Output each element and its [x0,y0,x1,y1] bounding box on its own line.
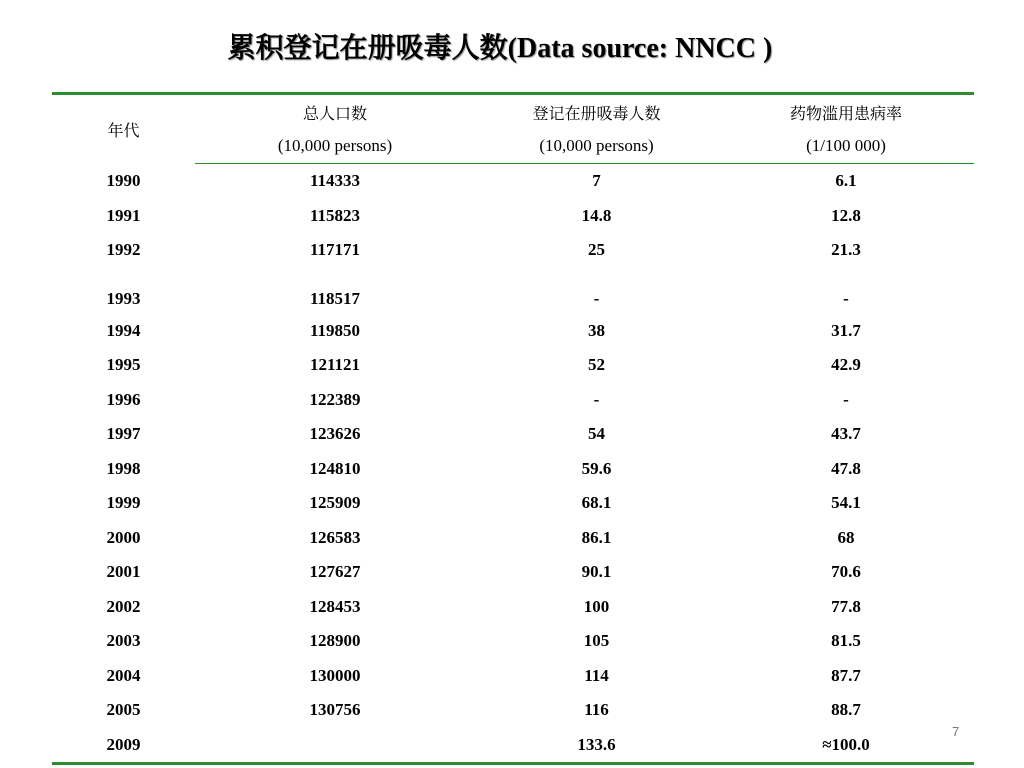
cell-population: 126583 [309,527,361,547]
cell-rate: 12.8 [831,205,861,225]
cell-registered: 116 [584,700,609,720]
cell-population: 127627 [309,562,361,582]
cell-year: 2002 [106,596,141,616]
cell-year: 1998 [106,458,141,478]
table-row [52,521,974,556]
header-registered-unit: (10,000 persons) [475,129,718,164]
cell-population: 114333 [309,171,361,191]
header-year: 年代 [52,94,195,164]
cell-population: 119850 [309,320,361,340]
cell-registered: 90.1 [581,562,612,582]
cell-population: 128453 [309,596,361,616]
table-row [52,233,974,268]
page-number: 7 [952,724,960,739]
cell-population [195,728,475,764]
cell-registered: 38 [588,320,605,340]
cell-year: 2000 [106,527,141,547]
table-row [52,199,974,234]
cell-rate: 68 [837,527,855,547]
table-row [52,417,974,452]
header-population: 总人口数 [195,94,475,130]
cell-registered: - [593,389,600,409]
cell-year: 2005 [106,700,141,720]
cell-rate: 42.9 [831,355,861,375]
cell-rate: 70.6 [831,562,861,582]
cell-rate: 31.7 [831,320,861,340]
cell-rate: 47.8 [831,458,861,478]
drug-user-table [52,92,974,765]
cell-rate: 77.8 [831,596,861,616]
cell-population: 117171 [309,240,361,260]
table-row [52,164,974,199]
cell-year: 2004 [106,665,141,685]
cell-registered: 25 [588,240,605,260]
table-row [52,624,974,659]
cell-registered: 68.1 [581,493,612,513]
table-row [52,348,974,383]
cell-year: 1991 [106,205,141,225]
cell-year: 1996 [106,389,141,409]
cell-year: 2003 [106,631,141,651]
cell-year: 1992 [106,240,141,260]
table-row [52,728,974,764]
cell-rate: 6.1 [835,171,857,191]
cell-year: 1993 [106,288,141,308]
table-row [52,452,974,487]
table-row [52,555,974,590]
cell-rate: - [843,389,849,409]
table-header [52,94,974,164]
cell-registered: 86.1 [581,527,612,547]
cell-rate: 81.5 [831,631,861,651]
cell-rate: - [843,288,849,308]
cell-rate: 43.7 [831,424,861,444]
cell-population: 130756 [309,700,361,720]
cell-registered: 14.8 [581,205,612,225]
cell-registered: 7 [592,171,601,191]
table-row [52,693,974,728]
cell-population: 128900 [309,631,361,651]
table-row [52,383,974,418]
cell-population: 124810 [309,458,361,478]
table-row [52,486,974,521]
header-rate: 药物滥用患病率 [718,94,974,130]
cell-population: 125909 [309,493,361,513]
cell-year: 2009 [52,728,195,764]
cell-registered: 100 [583,596,610,616]
cell-rate: ≈100.0 [718,728,974,764]
cell-year: 1997 [106,424,141,444]
cell-population: 118517 [309,288,361,308]
cell-year: 1994 [106,320,141,340]
header-rate-unit: (1/100 000) [718,129,974,164]
cell-rate: 87.7 [831,665,861,685]
data-table-container [52,92,974,765]
cell-registered: - [593,288,600,308]
header-registered: 登记在册吸毒人数 [475,94,718,130]
cell-registered: 133.6 [475,728,718,764]
cell-registered: 105 [583,631,610,651]
table-row [52,590,974,625]
table-body [52,164,974,764]
cell-rate: 54.1 [831,493,861,513]
cell-registered: 59.6 [581,458,612,478]
cell-registered: 52 [588,355,605,375]
cell-year: 1990 [106,171,141,190]
header-population-unit: (10,000 persons) [195,129,475,164]
table-row [52,314,974,349]
cell-population: 130000 [309,665,361,685]
cell-year: 1999 [106,493,141,513]
cell-registered: 114 [584,665,609,685]
cell-population: 122389 [309,389,361,409]
cell-population: 123626 [309,424,361,444]
cell-year: 1995 [106,355,141,375]
cell-population: 121121 [309,355,361,375]
cell-rate: 88.7 [831,700,861,720]
cell-population: 115823 [309,205,361,225]
cell-rate: 21.3 [831,240,861,260]
table-row [52,268,974,314]
cell-registered: 54 [588,424,605,444]
cell-year: 2001 [106,562,141,582]
table-row [52,659,974,694]
slide-title: 累积登记在册吸毒人数(Data source: NNCC ) [227,33,773,64]
